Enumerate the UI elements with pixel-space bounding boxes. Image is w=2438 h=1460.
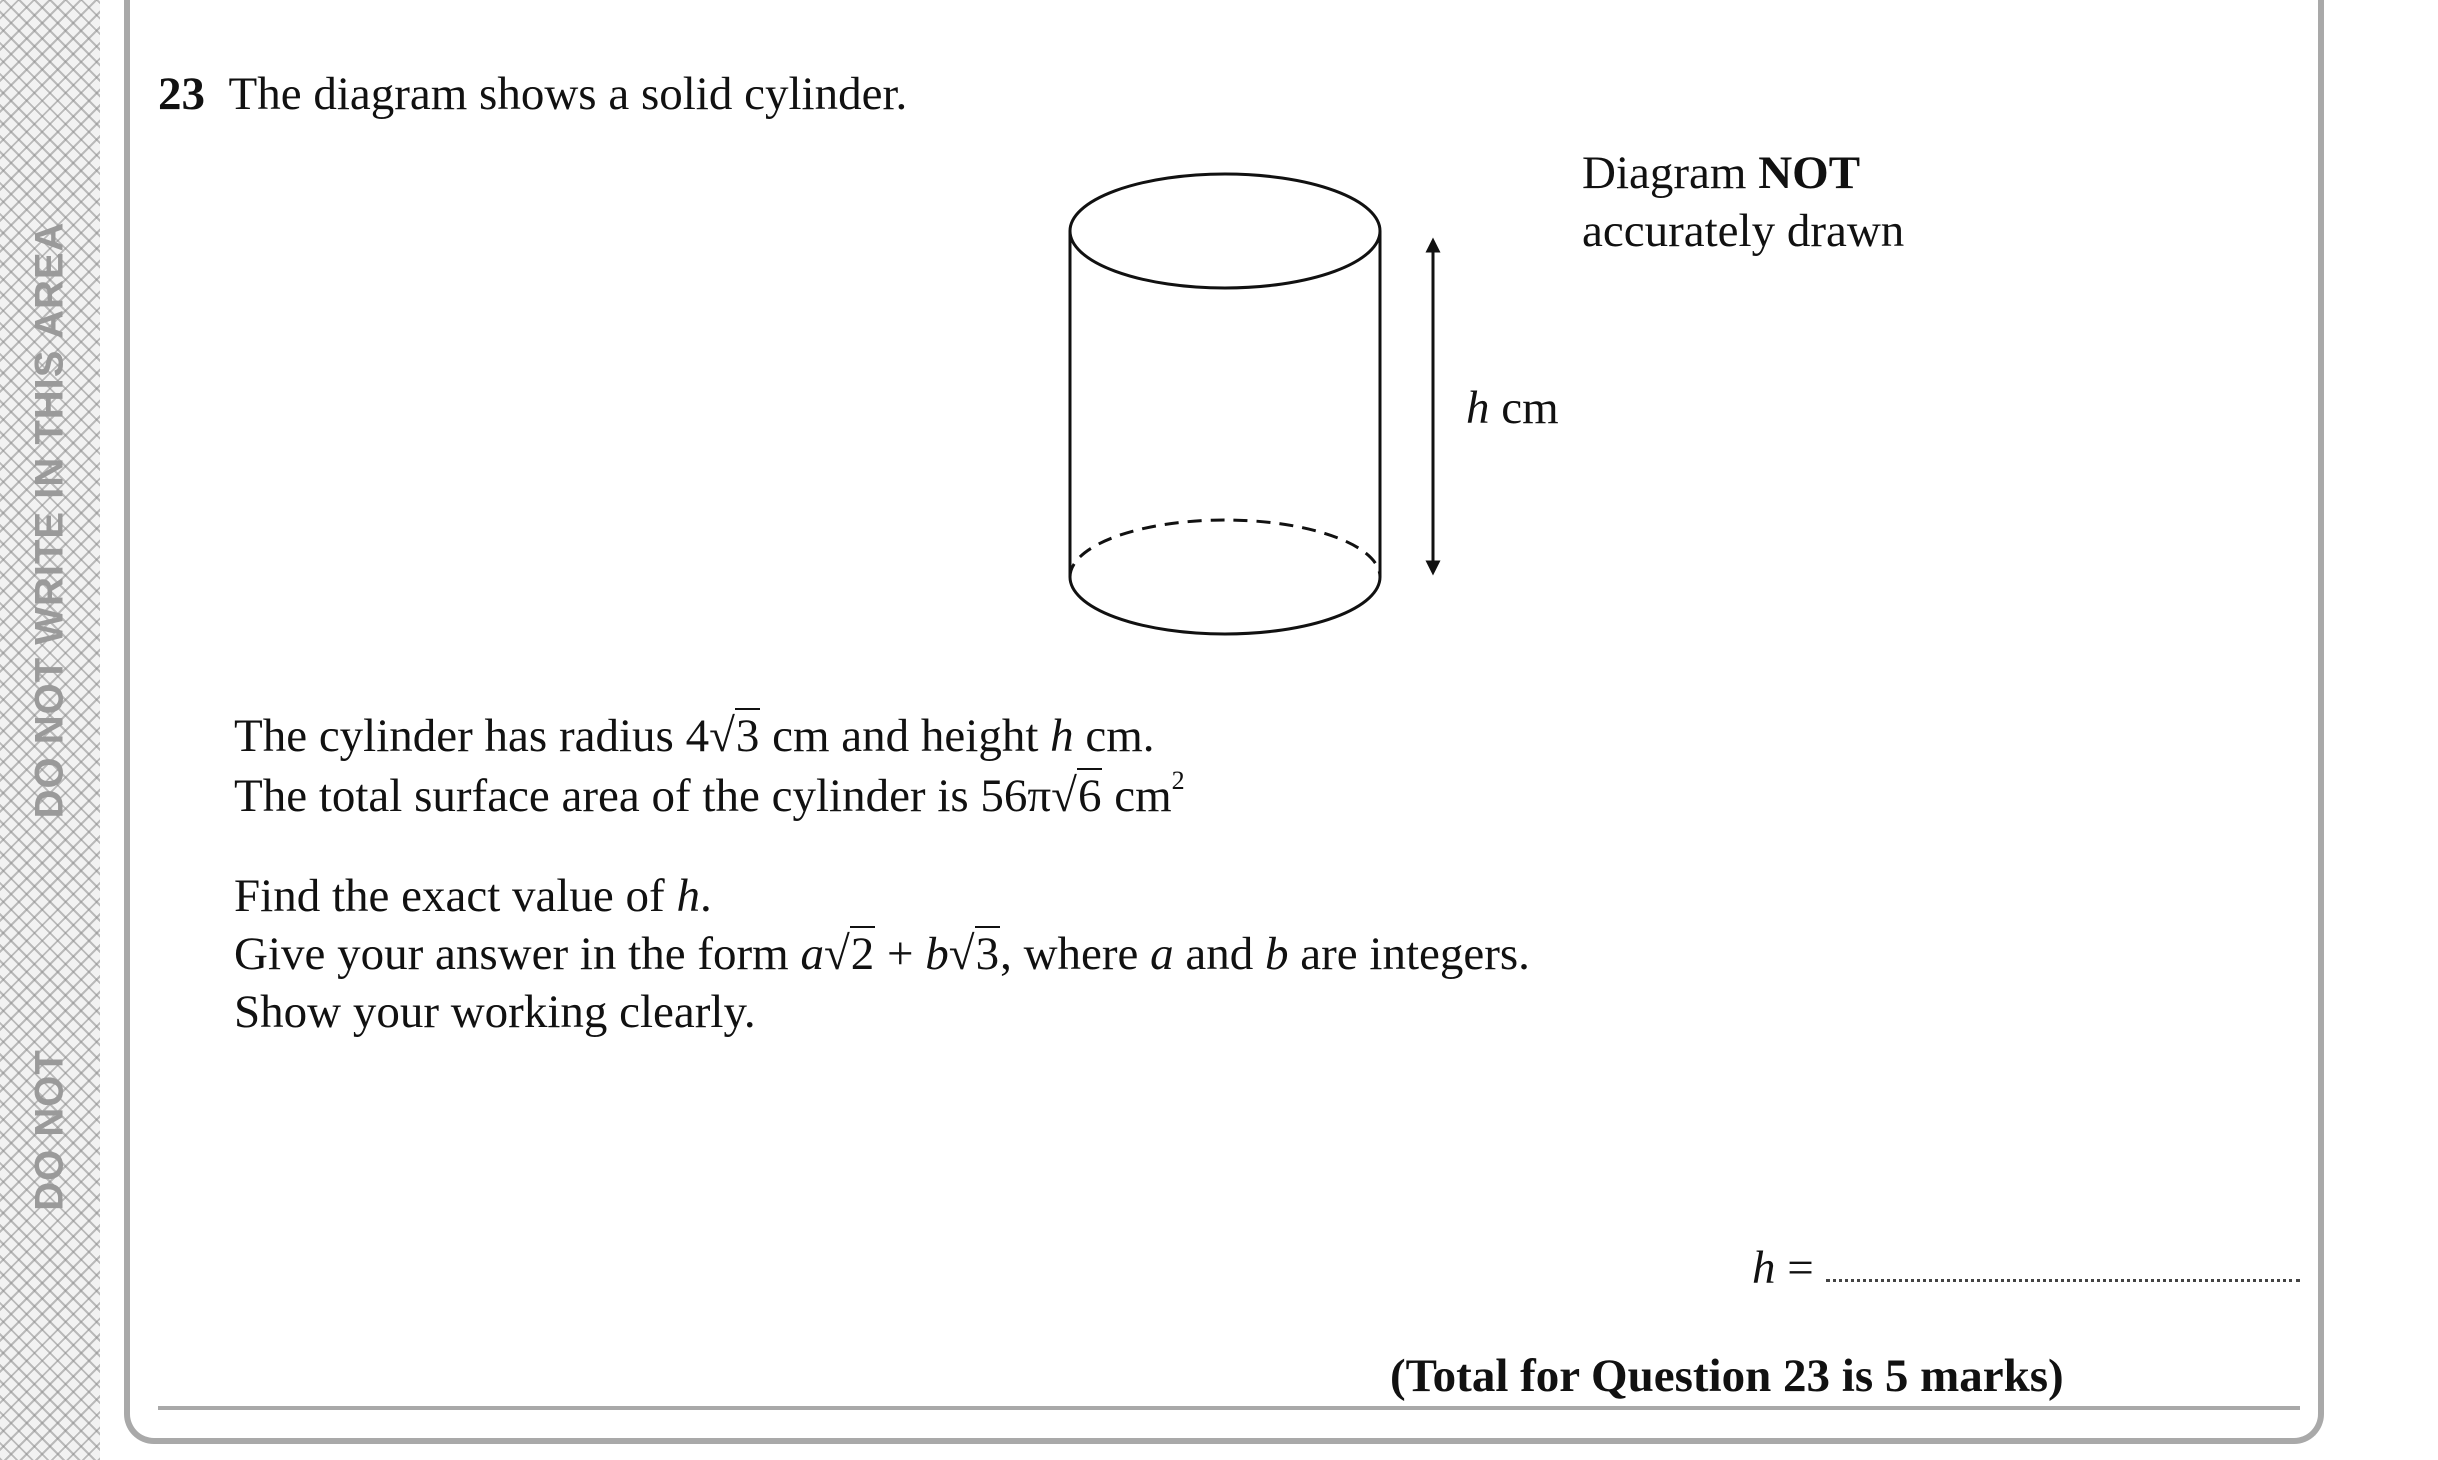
working-instruction: Show your working clearly. — [234, 986, 756, 1038]
radius-statement: The cylinder has radius 4√3 cm and height h cm. — [234, 710, 1155, 762]
surface-area-statement: The total surface area of the cylinder is 56π√6 $cm^2$ — [234, 766, 1185, 822]
diagram-note: Diagram NOT accurately drawn — [1582, 147, 1905, 257]
cylinder-bottom-hidden — [1070, 520, 1380, 577]
margin-warning-lower: DO NOT — [27, 1049, 72, 1211]
cylinder-top-ellipse — [1070, 174, 1380, 288]
answer-line[interactable] — [1826, 1279, 2300, 1282]
answer-form-instruction: Give your answer in the form a√2 + b√3, where a and b are integers. — [234, 928, 1530, 980]
question-number: 23 — [158, 68, 205, 120]
find-instruction: Find the exact value of h. — [234, 870, 712, 922]
cylinder-bottom-front — [1070, 577, 1380, 634]
question-title: The diagram shows a solid cylinder. — [228, 68, 908, 120]
answer-label: h = — [1752, 1242, 1814, 1294]
height-label: h cm — [1466, 382, 1559, 434]
margin-warning-upper: DO NOT WRITE IN THIS AREA — [27, 221, 72, 819]
total-marks: (Total for Question 23 is 5 marks) — [1390, 1350, 2064, 1402]
bottom-rule — [158, 1406, 2300, 1410]
